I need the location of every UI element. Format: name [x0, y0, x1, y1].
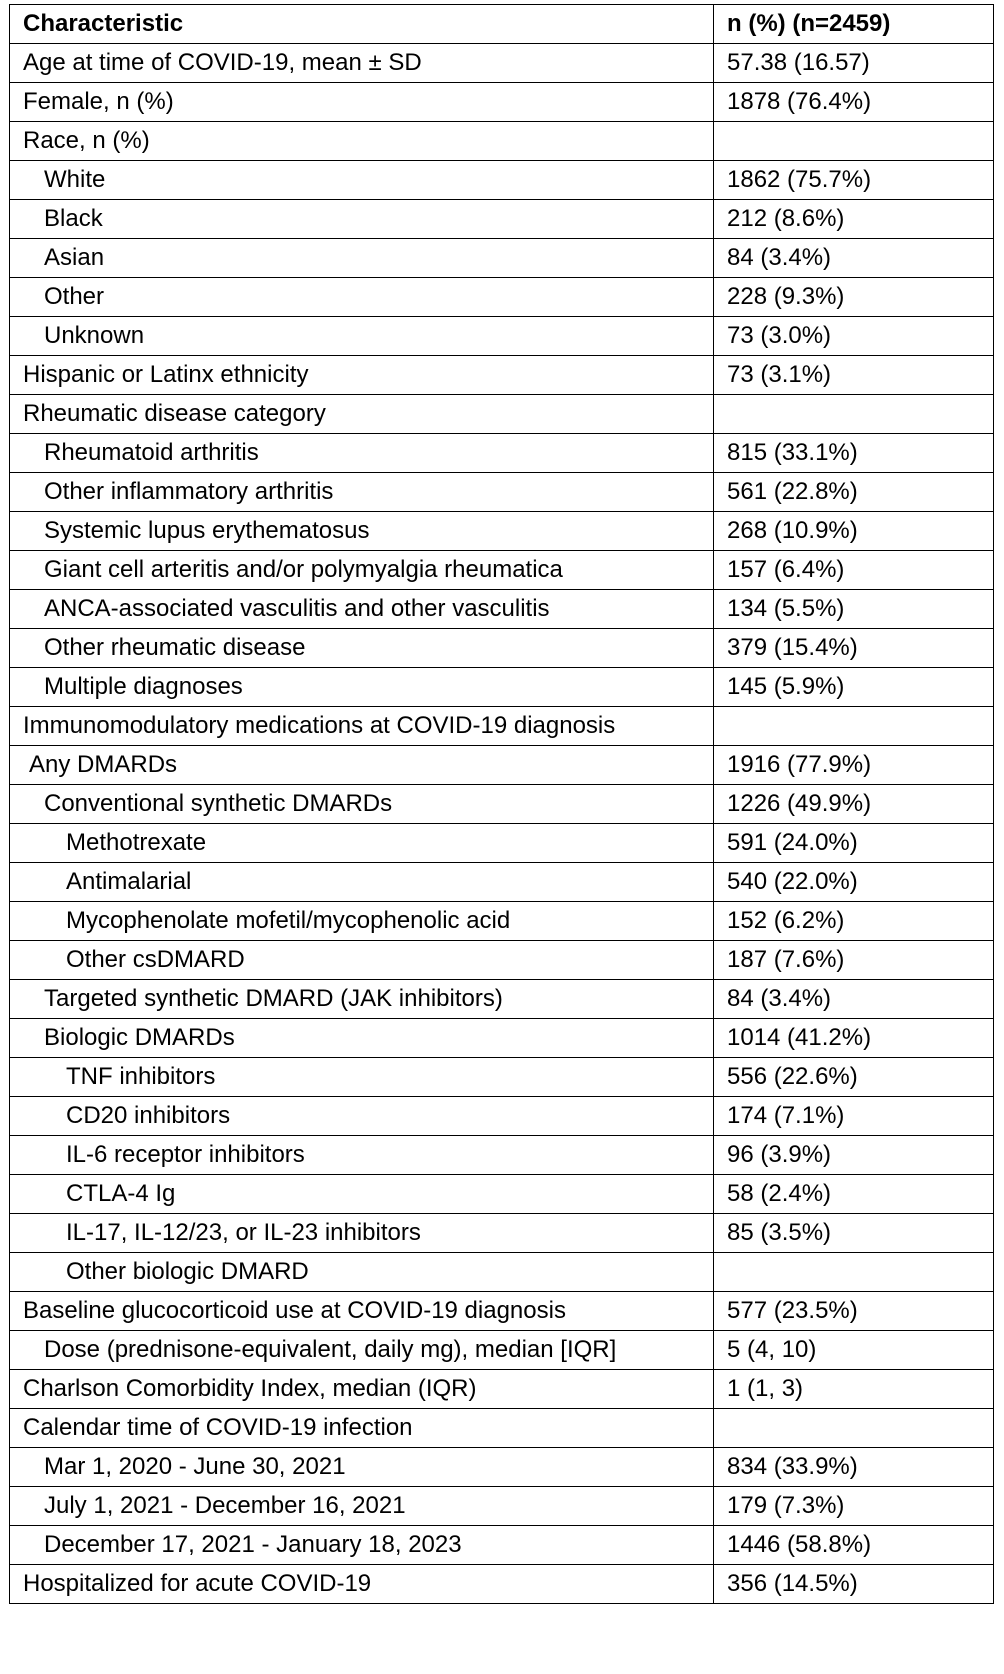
- value-cell: [714, 1019, 994, 1058]
- value-text: 1878 (76.4%): [727, 88, 872, 115]
- table-row: [10, 1019, 994, 1058]
- characteristic-cell: [10, 1448, 714, 1487]
- value-cell: [714, 278, 994, 317]
- value-cell: [714, 941, 994, 980]
- value-cell: [714, 629, 994, 668]
- characteristic-label: Other rheumatic disease: [44, 634, 306, 661]
- table-row: [10, 1370, 994, 1409]
- table-row: [10, 1214, 994, 1253]
- value-text: 157 (6.4%): [727, 556, 845, 583]
- characteristic-label: TNF inhibitors: [66, 1063, 216, 1090]
- characteristic-label: CD20 inhibitors: [66, 1102, 231, 1129]
- characteristic-cell: [10, 1019, 714, 1058]
- value-text: 134 (5.5%): [727, 595, 845, 622]
- table-row: [10, 824, 994, 863]
- table-header-row: [10, 5, 994, 44]
- value-cell: [714, 590, 994, 629]
- characteristic-label: Mycophenolate mofetil/mycophenolic acid: [66, 907, 511, 934]
- value-cell: [714, 239, 994, 278]
- table-row: [10, 668, 994, 707]
- table-row: [10, 590, 994, 629]
- value-text: 591 (24.0%): [727, 829, 858, 856]
- value-cell: [714, 668, 994, 707]
- value-cell: [714, 785, 994, 824]
- table-row: [10, 278, 994, 317]
- characteristic-label: Immunomodulatory medications at COVID-19 diagnosis: [23, 712, 616, 739]
- characteristic-cell: [10, 161, 714, 200]
- characteristic-cell: [10, 44, 714, 83]
- table-row: [10, 1487, 994, 1526]
- value-text: 58 (2.4%): [727, 1180, 832, 1207]
- value-cell: [714, 1370, 994, 1409]
- characteristic-label: Other biologic DMARD: [66, 1258, 309, 1285]
- value-cell: [714, 161, 994, 200]
- value-cell: [714, 1331, 994, 1370]
- characteristic-cell: [10, 317, 714, 356]
- characteristic-label: Multiple diagnoses: [44, 673, 243, 700]
- value-text: 174 (7.1%): [727, 1102, 845, 1129]
- table-row: [10, 239, 994, 278]
- value-text: 187 (7.6%): [727, 946, 845, 973]
- value-text: 145 (5.9%): [727, 673, 845, 700]
- table-row: [10, 746, 994, 785]
- value-text: 96 (3.9%): [727, 1141, 832, 1168]
- characteristic-label: Hospitalized for acute COVID-19: [23, 1570, 372, 1597]
- characteristic-label: CTLA-4 Ig: [66, 1180, 176, 1207]
- table-row: [10, 356, 994, 395]
- characteristics-table: [9, 4, 994, 1604]
- value-cell: [714, 395, 994, 434]
- value-text: 1 (1, 3): [727, 1375, 804, 1402]
- table-row: [10, 317, 994, 356]
- characteristic-label: Antimalarial: [66, 868, 192, 895]
- characteristic-cell: [10, 395, 714, 434]
- value-cell: [714, 1136, 994, 1175]
- value-cell: [714, 863, 994, 902]
- value-text: 1014 (41.2%): [727, 1024, 872, 1051]
- value-cell: [714, 1487, 994, 1526]
- characteristic-cell: [10, 122, 714, 161]
- value-cell: [714, 1058, 994, 1097]
- table-row: [10, 1058, 994, 1097]
- characteristic-cell: [10, 746, 714, 785]
- characteristic-cell: [10, 707, 714, 746]
- characteristic-cell: [10, 356, 714, 395]
- characteristic-label: Dose (prednisone-equivalent, daily mg), median [IQR]: [44, 1336, 617, 1363]
- characteristic-label: July 1, 2021 - December 16, 2021: [44, 1492, 406, 1519]
- characteristic-label: Black: [44, 205, 103, 232]
- value-cell: [714, 512, 994, 551]
- characteristic-cell: [10, 1058, 714, 1097]
- characteristic-cell: [10, 551, 714, 590]
- characteristic-label: ANCA-associated vasculitis and other vasculitis: [44, 595, 550, 622]
- value-text: 179 (7.3%): [727, 1492, 845, 1519]
- value-cell: [714, 1214, 994, 1253]
- characteristic-cell: [10, 512, 714, 551]
- characteristic-cell: [10, 239, 714, 278]
- table-row: [10, 434, 994, 473]
- value-cell: [714, 902, 994, 941]
- table-row: [10, 512, 994, 551]
- characteristic-label: Asian: [44, 244, 105, 271]
- characteristic-label: Calendar time of COVID-19 infection: [23, 1414, 413, 1441]
- characteristic-cell: [10, 1136, 714, 1175]
- value-cell: [714, 1175, 994, 1214]
- value-cell: [714, 1097, 994, 1136]
- characteristic-label: Conventional synthetic DMARDs: [44, 790, 393, 817]
- table-row: [10, 863, 994, 902]
- value-text: 73 (3.0%): [727, 322, 832, 349]
- value-text: 815 (33.1%): [727, 439, 858, 466]
- characteristic-cell: [10, 1097, 714, 1136]
- characteristic-cell: [10, 824, 714, 863]
- value-text: 356 (14.5%): [727, 1570, 858, 1597]
- characteristic-label: Hispanic or Latinx ethnicity: [23, 361, 309, 388]
- characteristic-label: IL-6 receptor inhibitors: [66, 1141, 305, 1168]
- value-cell: [714, 1565, 994, 1604]
- characteristic-label: Methotrexate: [66, 829, 207, 856]
- table-row: [10, 785, 994, 824]
- value-text: 1916 (77.9%): [727, 751, 872, 778]
- characteristics-table-container: [9, 4, 993, 1604]
- value-cell: [714, 356, 994, 395]
- characteristic-label: Age at time of COVID-19, mean ± SD: [23, 49, 422, 76]
- characteristic-cell: [10, 785, 714, 824]
- value-cell: [714, 551, 994, 590]
- characteristic-label: December 17, 2021 - January 18, 2023: [44, 1531, 462, 1558]
- table-row: [10, 902, 994, 941]
- table-row: [10, 1331, 994, 1370]
- characteristic-cell: [10, 1292, 714, 1331]
- characteristic-label: Other csDMARD: [66, 946, 245, 973]
- table-row: [10, 941, 994, 980]
- characteristic-label: Female, n (%): [23, 88, 174, 115]
- value-text: 1862 (75.7%): [727, 166, 872, 193]
- table-row: [10, 1292, 994, 1331]
- characteristic-label: White: [44, 166, 106, 193]
- characteristic-cell: [10, 590, 714, 629]
- table-row: [10, 395, 994, 434]
- value-cell: [714, 980, 994, 1019]
- table-row: [10, 1097, 994, 1136]
- value-text: 268 (10.9%): [727, 517, 858, 544]
- value-text: 228 (9.3%): [727, 283, 845, 310]
- value-text: 212 (8.6%): [727, 205, 845, 232]
- value-cell: [714, 122, 994, 161]
- header-characteristic: Characteristic: [10, 5, 714, 44]
- characteristic-cell: [10, 83, 714, 122]
- table-row: [10, 161, 994, 200]
- characteristic-cell: [10, 941, 714, 980]
- characteristic-cell: [10, 902, 714, 941]
- table-row: [10, 707, 994, 746]
- value-text: 152 (6.2%): [727, 907, 845, 934]
- characteristic-label: Other inflammatory arthritis: [44, 478, 334, 505]
- table-row: [10, 83, 994, 122]
- value-text: 540 (22.0%): [727, 868, 858, 895]
- table-row: [10, 44, 994, 83]
- characteristic-label: Rheumatoid arthritis: [44, 439, 259, 466]
- value-cell: [714, 200, 994, 239]
- characteristic-label: Baseline glucocorticoid use at COVID-19 diagnosis: [23, 1297, 566, 1324]
- characteristic-cell: [10, 980, 714, 1019]
- value-cell: [714, 824, 994, 863]
- value-text: 1446 (58.8%): [727, 1531, 872, 1558]
- value-cell: [714, 434, 994, 473]
- value-cell: [714, 44, 994, 83]
- characteristic-label: Mar 1, 2020 - June 30, 2021: [44, 1453, 346, 1480]
- value-text: 85 (3.5%): [727, 1219, 832, 1246]
- table-row: [10, 1409, 994, 1448]
- value-text: 556 (22.6%): [727, 1063, 858, 1090]
- characteristic-cell: [10, 1175, 714, 1214]
- table-row: [10, 629, 994, 668]
- value-cell: [714, 473, 994, 512]
- characteristic-cell: [10, 629, 714, 668]
- value-text: 1226 (49.9%): [727, 790, 872, 817]
- characteristic-cell: [10, 278, 714, 317]
- table-row: [10, 1448, 994, 1487]
- characteristic-cell: [10, 668, 714, 707]
- characteristic-cell: [10, 1370, 714, 1409]
- characteristic-cell: [10, 1253, 714, 1292]
- table-row: [10, 473, 994, 512]
- value-cell: [714, 83, 994, 122]
- value-text: 561 (22.8%): [727, 478, 858, 505]
- characteristic-label: Unknown: [44, 322, 145, 349]
- value-text: 577 (23.5%): [727, 1297, 858, 1324]
- characteristic-cell: [10, 1487, 714, 1526]
- table-row: [10, 200, 994, 239]
- characteristic-cell: [10, 473, 714, 512]
- table-row: [10, 1565, 994, 1604]
- characteristic-label: Giant cell arteritis and/or polymyalgia rheumatica: [44, 556, 563, 583]
- characteristic-label: Race, n (%): [23, 127, 150, 154]
- characteristic-cell: [10, 1526, 714, 1565]
- table-row: [10, 1175, 994, 1214]
- value-text: 84 (3.4%): [727, 244, 832, 271]
- characteristic-cell: [10, 863, 714, 902]
- table-body: [10, 44, 994, 1604]
- value-cell: [714, 317, 994, 356]
- table-row: [10, 1526, 994, 1565]
- characteristic-label: Targeted synthetic DMARD (JAK inhibitors): [44, 985, 503, 1012]
- value-cell: [714, 1526, 994, 1565]
- table-row: [10, 1253, 994, 1292]
- characteristic-label: Any DMARDs: [29, 751, 178, 778]
- characteristic-cell: [10, 1565, 714, 1604]
- value-text: 84 (3.4%): [727, 985, 832, 1012]
- characteristic-label: Charlson Comorbidity Index, median (IQR): [23, 1375, 477, 1402]
- characteristic-label: Systemic lupus erythematosus: [44, 517, 370, 544]
- characteristic-label: Other: [44, 283, 105, 310]
- table-row: [10, 122, 994, 161]
- characteristic-label: IL-17, IL-12/23, or IL-23 inhibitors: [66, 1219, 421, 1246]
- characteristic-cell: [10, 1331, 714, 1370]
- table-row: [10, 1136, 994, 1175]
- characteristic-cell: [10, 200, 714, 239]
- value-text: 5 (4, 10): [727, 1336, 817, 1363]
- characteristic-cell: [10, 1214, 714, 1253]
- value-cell: [714, 746, 994, 785]
- characteristic-cell: [10, 1409, 714, 1448]
- characteristic-label: Biologic DMARDs: [44, 1024, 235, 1051]
- value-text: 379 (15.4%): [727, 634, 858, 661]
- characteristic-cell: [10, 434, 714, 473]
- value-cell: [714, 707, 994, 746]
- value-cell: [714, 1409, 994, 1448]
- table-row: [10, 980, 994, 1019]
- value-cell: [714, 1292, 994, 1331]
- value-text: 57.38 (16.57): [727, 49, 870, 76]
- table-row: [10, 551, 994, 590]
- value-text: 834 (33.9%): [727, 1453, 858, 1480]
- value-cell: [714, 1253, 994, 1292]
- value-cell: [714, 1448, 994, 1487]
- value-text: 73 (3.1%): [727, 361, 832, 388]
- header-value: n (%) (n=2459): [714, 5, 994, 44]
- characteristic-label: Rheumatic disease category: [23, 400, 326, 427]
